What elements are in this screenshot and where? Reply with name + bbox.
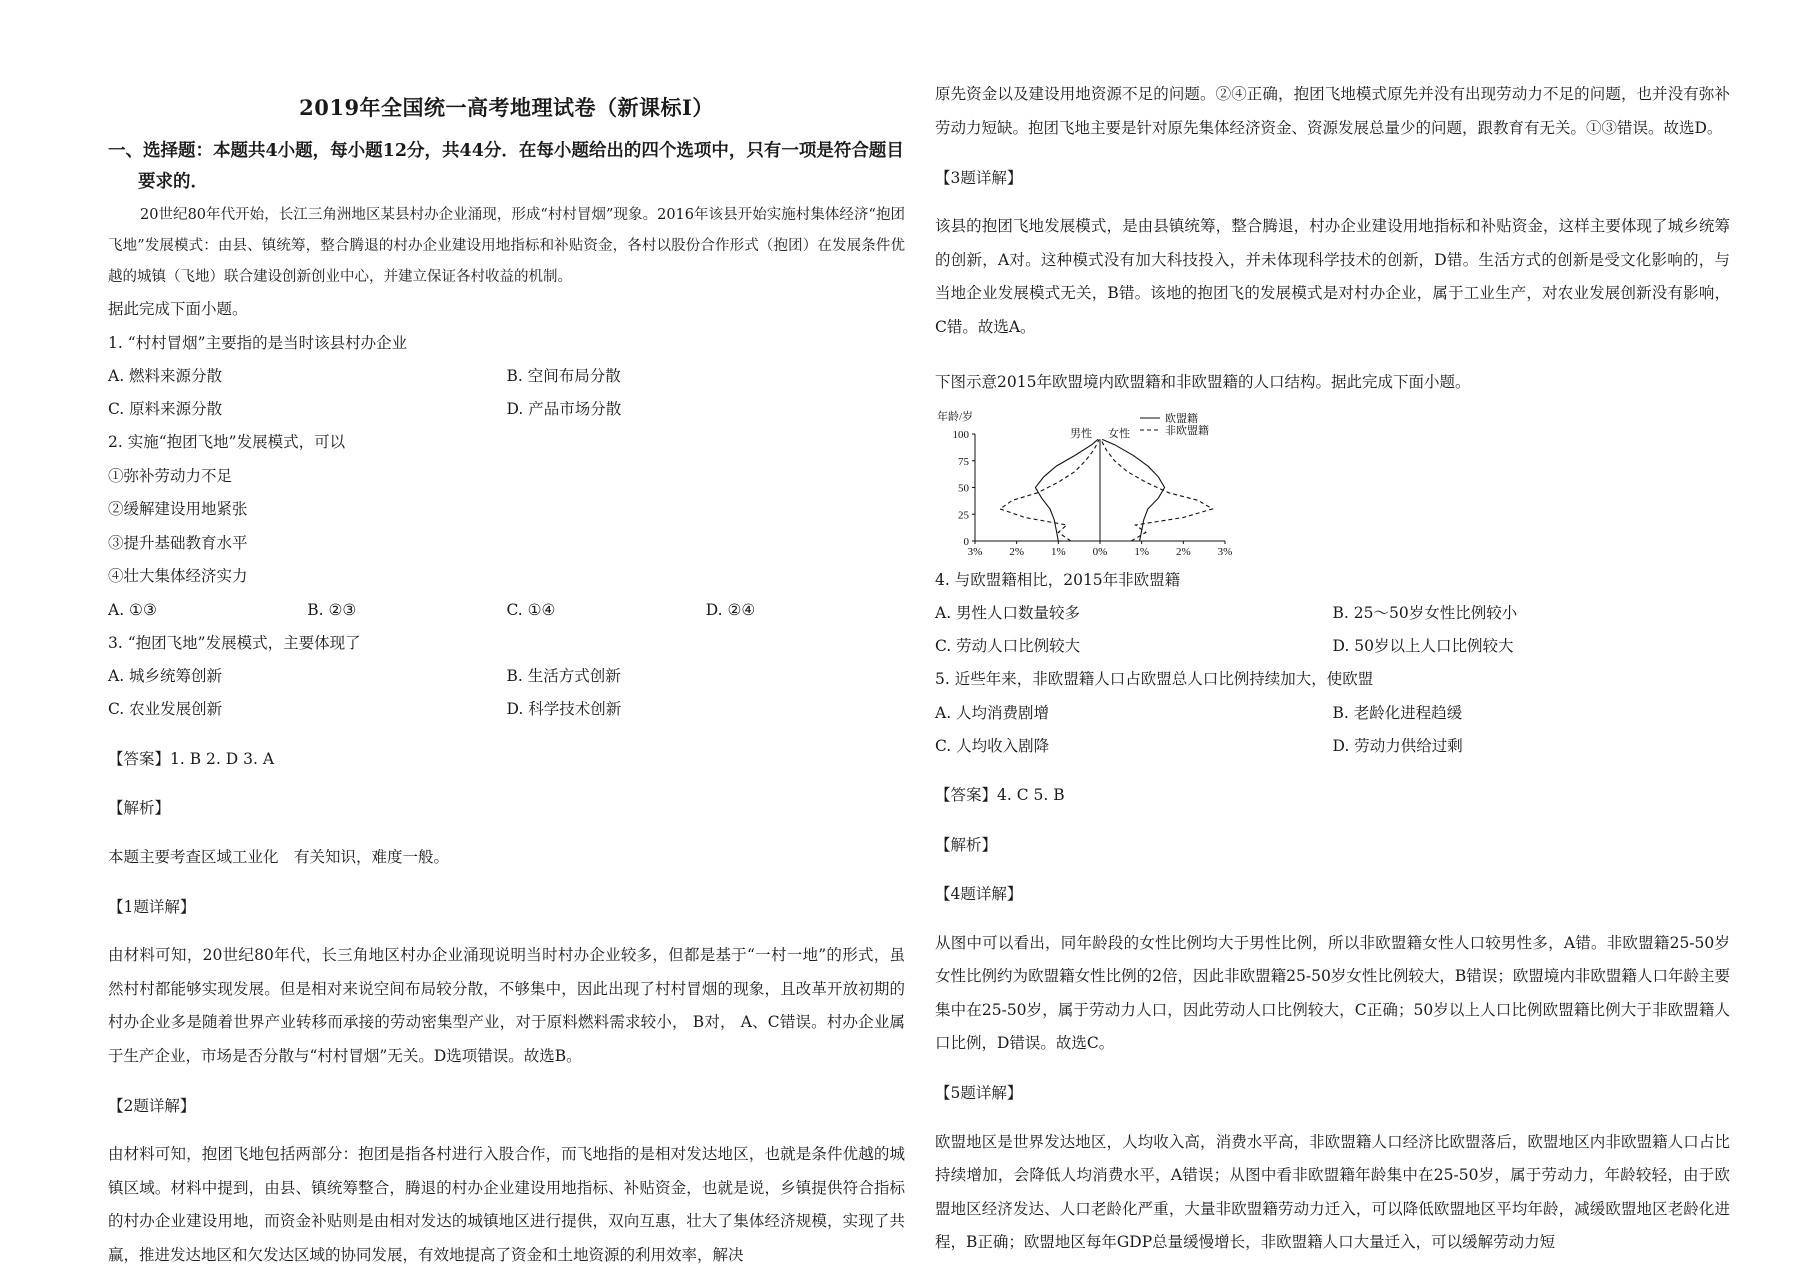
x-tick-label: 0% (1092, 545, 1108, 556)
answer-line: 【答案】1. B 2. D 3. A (108, 749, 275, 768)
option: A. 男性人口数量较多 (935, 604, 1081, 622)
option: C. 农业发展创新 (108, 700, 223, 718)
y-axis-label: 年龄/岁 (937, 410, 974, 423)
y-tick-label: 100 (952, 428, 969, 441)
population-pyramid-chart (935, 406, 1730, 560)
question-4-stem: 4. 与欧盟籍相比，2015年非欧盟籍 (935, 570, 1181, 589)
detail-3-label: 【3题详解】 (935, 168, 1023, 187)
y-tick-label: 0 (963, 535, 969, 548)
legend-label: 非欧盟籍 (1165, 424, 1209, 437)
question-5-stem: 5. 近些年来，非欧盟籍人口占欧盟总人口比例持续加大，使欧盟 (935, 670, 1374, 688)
material-text: 20世纪80年代开始，长江三角洲地区某县村办企业涌现，形成“村村冒烟”现象。2016年该县开始实施村集体经济“抱团飞地”发展模式：由县、镇统筹，整合腾退的村办企业建设用地指标和补贴资金，各村以股份合作形式（抱团）在发展条件优越的城镇（飞地）联合建设创新创业中心，并建立保证各村收益的机制。 (108, 207, 905, 285)
question-3-options (108, 660, 905, 726)
option: D. 产品市场分散 (506, 400, 622, 418)
detail-2-text: 由材料可知，抱团飞地包括两部分：抱团是指各村进行入股合作，而飞地指的是相对发达地区，也就是条件优越的城镇区域。材料中提到，由县、镇统筹整合，腾退的村办企业建设用地指标、补贴资金，也就是说，乡镇提供符合指标的村办企业建设用地，而资金补贴则是由相对发达的城镇地区进行提供，双向互惠，壮大了集体经济规模，实现了共赢，推进发达地区和欠发达区域的协同发展，有效地提高了资金和土地资源的利用效率，解决 (108, 1145, 905, 1264)
option: A. 人均消费剧增 (935, 703, 1050, 722)
option: B. ②③ (307, 600, 357, 619)
detail-5-text: 欧盟地区是世界发达地区，人均收入高，消费水平高，非欧盟籍人口经济比欧盟落后，欧盟地区内非欧盟籍人口占比持续增加，会降低人均消费水平，A错误；从图中看非欧盟籍年龄集中在25-50岁，属于劳动力，年龄较轻，由于欧盟地区经济发达、人口老龄化严重，大量非欧盟籍劳动力迁入，可以降低欧盟地区平均年龄，减缓欧盟地区老龄化进程，B正确；欧盟地区每年GDP总量缓慢增长，非欧盟籍人口大量迁入，可以缓解劳动力短 (935, 1132, 1730, 1251)
option: B. 老龄化进程趋缓 (1332, 703, 1463, 722)
detail-4-text: 从图中可以看出，同年龄段的女性比例均大于男性比例，所以非欧盟籍女性人口较男性多，A错。非欧盟籍25-50岁女性比例约为欧盟籍女性比例的2倍，因此非欧盟籍25-50岁女性比例较大，B错误；欧盟境内非欧盟籍人口年龄主要集中在25-50岁，属于劳动力人口，因此劳动人口比例较大，C正确；50岁以上人口比例欧盟籍比例大于非欧盟籍人口比例，D错误。故选C。 (935, 933, 1730, 1052)
analysis-label-2: 【解析】 (935, 835, 998, 854)
y-tick-label: 50 (958, 482, 969, 494)
x-tick-label: 2% (1009, 545, 1025, 556)
detail-1-label: 【1题详解】 (108, 897, 196, 916)
x-tick-label: 1% (1050, 545, 1066, 556)
option: B. 25～50岁女性比例较小 (1332, 604, 1518, 622)
series-line-female-0 (1102, 439, 1165, 541)
right-column (935, 78, 1730, 1260)
detail-4-label: 【4题详解】 (935, 885, 1023, 903)
detail-3-text: 该县的抱团飞地发展模式，是由县镇统筹，整合腾退，村办企业建设用地指标和补贴资金，这样主要体现了城乡统筹的创新，A对。这种模式没有加大科技投入，并未体现科学技术的创新，D错。生活方式的创新是受文化影响的，与当地企业发展模式无关，B错。该地的抱团飞的发展模式是对村办企业，属于工业生产，对农业发展创新没有影响，C错。故选A。 (935, 217, 1730, 336)
document-title: 2019年全国统一高考地理试卷（新课标Ⅰ） (299, 95, 714, 120)
answer-line-2: 【答案】4. C 5. B (935, 786, 1065, 804)
option: A. ①③ (108, 600, 157, 619)
option: D. 劳动力供给过剩 (1332, 736, 1463, 755)
x-tick-label: 1% (1134, 545, 1150, 556)
option: C. 人均收入剧降 (935, 736, 1050, 755)
option: A. 燃料来源分散 (108, 367, 223, 385)
left-column (108, 78, 905, 1272)
analysis-text: 本题主要考查区域工业化 有关知识，难度一般。 (108, 847, 450, 866)
instruction-text: 据此完成下面小题。 (108, 300, 248, 318)
question-3-stem: 3. “抱团飞地”发展模式，主要体现了 (108, 633, 361, 652)
question-1-stem: 1. “村村冒烟”主要指的是当时该县村办企业 (108, 333, 408, 352)
detail-1-text: 由材料可知，20世纪80年代，长三角地区村办企业涌现说明当时村办企业较多，但都是基于“一村一地”的形式，虽然村村都能够实现发展。但是相对来说空间布局较分散，不够集中，因此出现了村村冒烟的现象，且改革开放初期的村办企业多是随着世界产业转移而承接的劳动密集型产业，对于原料燃料需求较小， B对， A、C错误。村办企业属于生产企业，市场是否分散与“村村冒烟”无关。D选项错误。故选B。 (108, 946, 905, 1065)
option: D. ②④ (705, 600, 756, 619)
y-tick-label: 25 (958, 508, 969, 521)
option: A. 城乡统筹创新 (108, 667, 223, 685)
material-2-text: 下图示意2015年欧盟境内欧盟籍和非欧盟籍的人口结构。据此完成下面小题。 (935, 373, 1471, 391)
question-2-item: ④壮大集体经济实力 (108, 567, 248, 585)
x-tick-label: 3% (1217, 545, 1233, 556)
question-2-item: ②缓解建设用地紧张 (108, 500, 248, 518)
option: D. 50岁以上人口比例较大 (1332, 637, 1514, 655)
detail-2-label: 【2题详解】 (108, 1096, 196, 1115)
question-2-stem: 2. 实施“抱团飞地”发展模式，可以 (108, 433, 346, 451)
analysis-label: 【解析】 (108, 799, 171, 817)
option: C. 劳动人口比例较大 (935, 637, 1081, 655)
question-4-options (935, 597, 1730, 663)
option: B. 生活方式创新 (506, 667, 621, 685)
option: B. 空间布局分散 (506, 367, 621, 385)
series-line-male-1 (1000, 439, 1099, 541)
question-2-options (108, 594, 905, 627)
option: C. ①④ (506, 600, 556, 619)
series-line-male-0 (1035, 439, 1098, 541)
option: C. 原料来源分散 (108, 400, 223, 418)
y-tick-label: 75 (958, 455, 969, 468)
question-2-item: ③提升基础教育水平 (108, 533, 248, 552)
question-5-options (935, 697, 1730, 763)
female-label: 女性 (1108, 427, 1130, 440)
x-tick-label: 3% (967, 545, 983, 556)
detail-2-continued: 原先资金以及建设用地资源不足的问题。②④正确，抱团飞地模式原先并没有出现劳动力不足的问题，也并没有弥补劳动力短缺。抱团飞地主要是针对原先集体经济资金、资源发展总量少的问题，跟教育有无关。①③错误。故选D。 (935, 85, 1730, 137)
series-line-female-1 (1101, 439, 1213, 541)
section-heading: 一、选择题：本题共4小题，每小题12分，共44分．在每小题给出的四个选项中，只有一项是符合题目要求的． (108, 141, 904, 192)
x-tick-label: 2% (1175, 545, 1191, 556)
population-pyramid-svg (935, 406, 1255, 556)
male-label: 男性 (1070, 427, 1092, 440)
question-1-options (108, 360, 905, 426)
legend-label: 欧盟籍 (1165, 412, 1198, 425)
question-2-item: ①弥补劳动力不足 (108, 466, 233, 485)
detail-5-label: 【5题详解】 (935, 1084, 1023, 1102)
option: D. 科学技术创新 (506, 700, 622, 718)
